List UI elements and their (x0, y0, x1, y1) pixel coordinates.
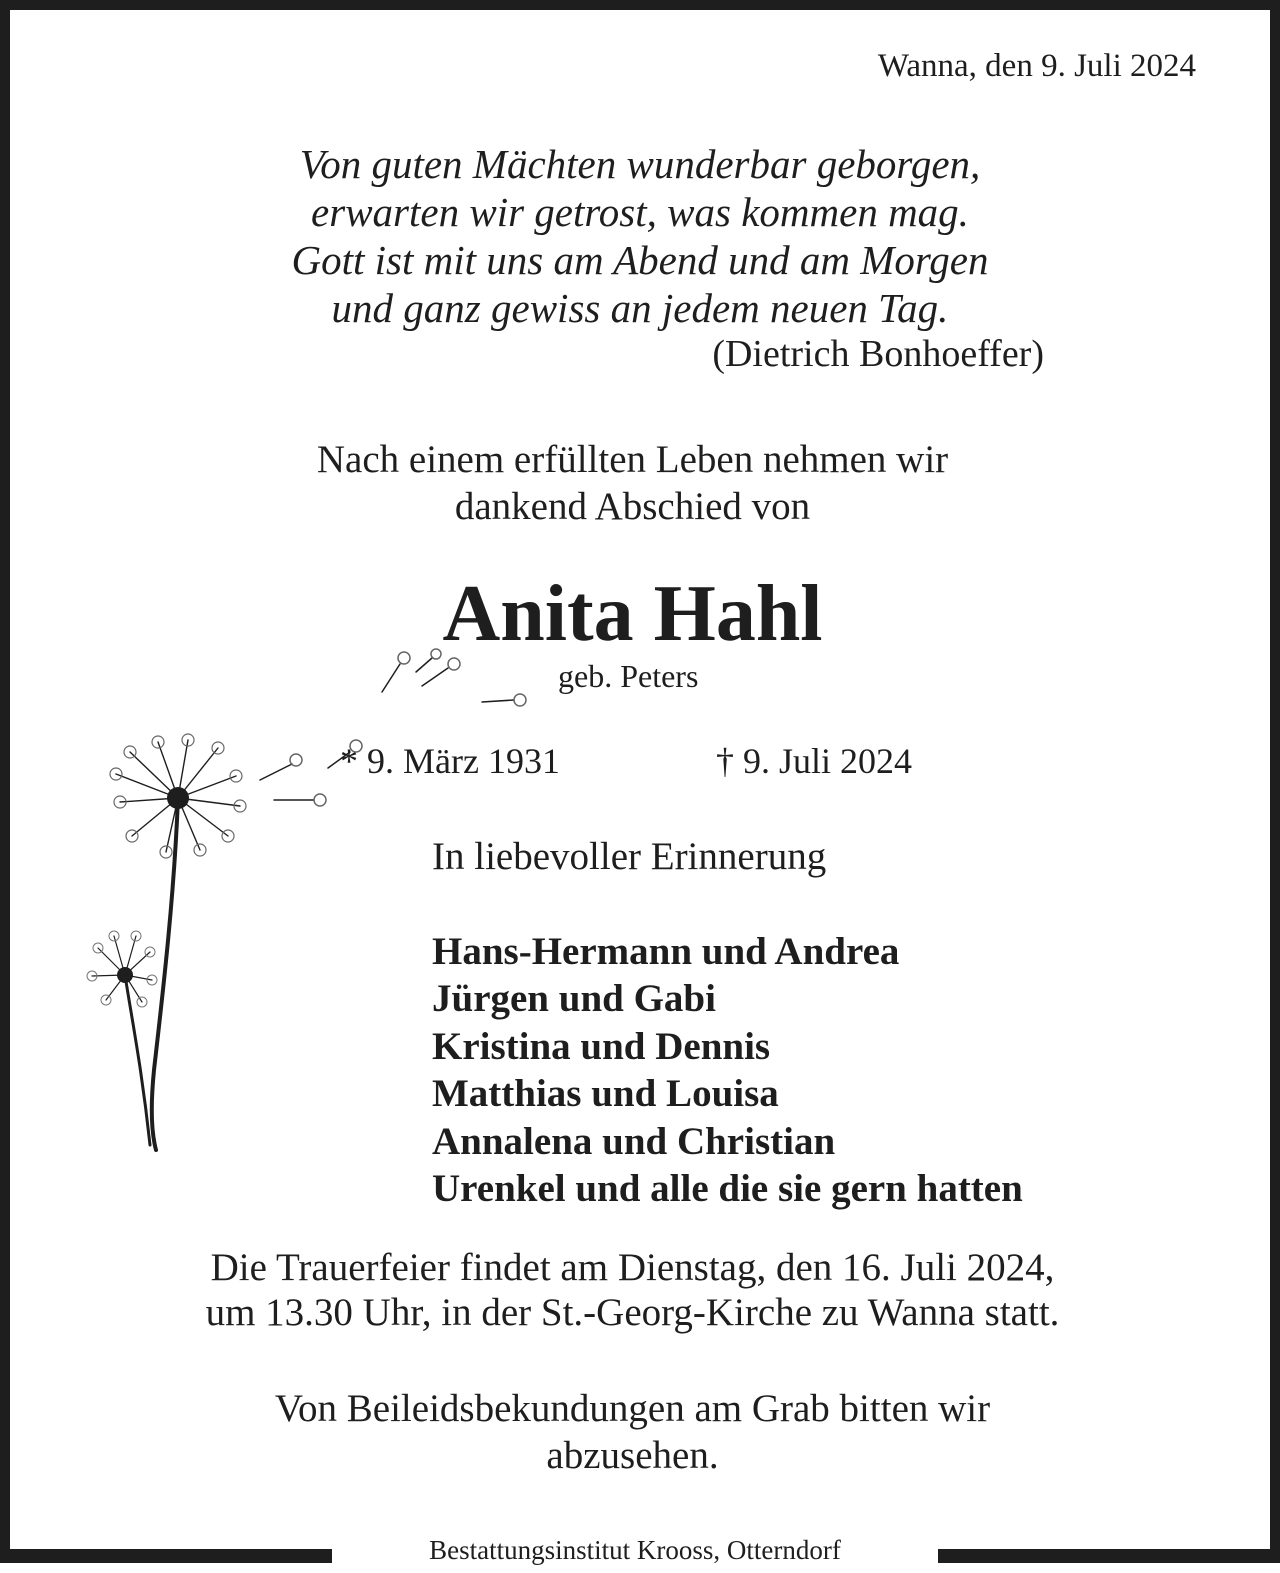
poem-attribution: (Dietrich Bonhoeffer) (712, 333, 1044, 375)
poem-line: erwarten wir getrost, was kommen mag. (311, 189, 969, 235)
frame-bottom-left-border (0, 1549, 332, 1563)
family-member: Matthias und Louisa (432, 1072, 779, 1116)
intro-text (0, 436, 1265, 530)
poem-line: und ganz gewiss an jedem neuen Tag. (331, 285, 949, 331)
poem (0, 140, 1280, 332)
intro-line: Nach einem erfüllten Leben nehmen wir (316, 438, 949, 481)
condolence-line: abzusehen. (546, 1434, 719, 1477)
service-line: um 13.30 Uhr, in der St.-Georg-Kirche zu Wanna statt. (205, 1291, 1060, 1334)
memory-line: In liebevoller Erinnerung (432, 835, 827, 878)
family-member: Urenkel und alle die sie gern hatten (432, 1167, 1023, 1211)
family-member: Kristina und Dennis (432, 1024, 771, 1068)
undertaker-name: Bestattungsinstitut Krooss, Otterndorf (429, 1535, 841, 1565)
poem-line: Von guten Mächten wunderbar geborgen, (299, 141, 981, 187)
maiden-name: geb. Peters (558, 658, 699, 694)
funeral-service-info (0, 1245, 1265, 1335)
family-member: Jürgen und Gabi (432, 977, 716, 1021)
service-line: Die Trauerfeier findet am Dienstag, den 16. Juli 2024, (210, 1246, 1055, 1289)
death-date: † 9. Juli 2024 (716, 741, 913, 781)
condolence-note (0, 1385, 1265, 1479)
frame-top-border (0, 0, 1280, 10)
birth-date: * 9. März 1931 (340, 741, 560, 781)
notice-date: Wanna, den 9. Juli 2024 (877, 48, 1196, 84)
family-member: Hans-Hermann und Andrea (432, 930, 900, 973)
deceased-name: Anita Hahl (442, 570, 823, 658)
family-member: Annalena und Christian (432, 1119, 836, 1163)
dandelion-icon (70, 640, 570, 1170)
poem-line: Gott ist mit uns am Abend und am Morgen (291, 237, 989, 283)
frame-bottom-right-border (938, 1549, 1280, 1563)
condolence-line: Von Beileidsbekundungen am Grab bitten wir (274, 1387, 991, 1430)
intro-line: dankend Abschied von (454, 485, 811, 528)
